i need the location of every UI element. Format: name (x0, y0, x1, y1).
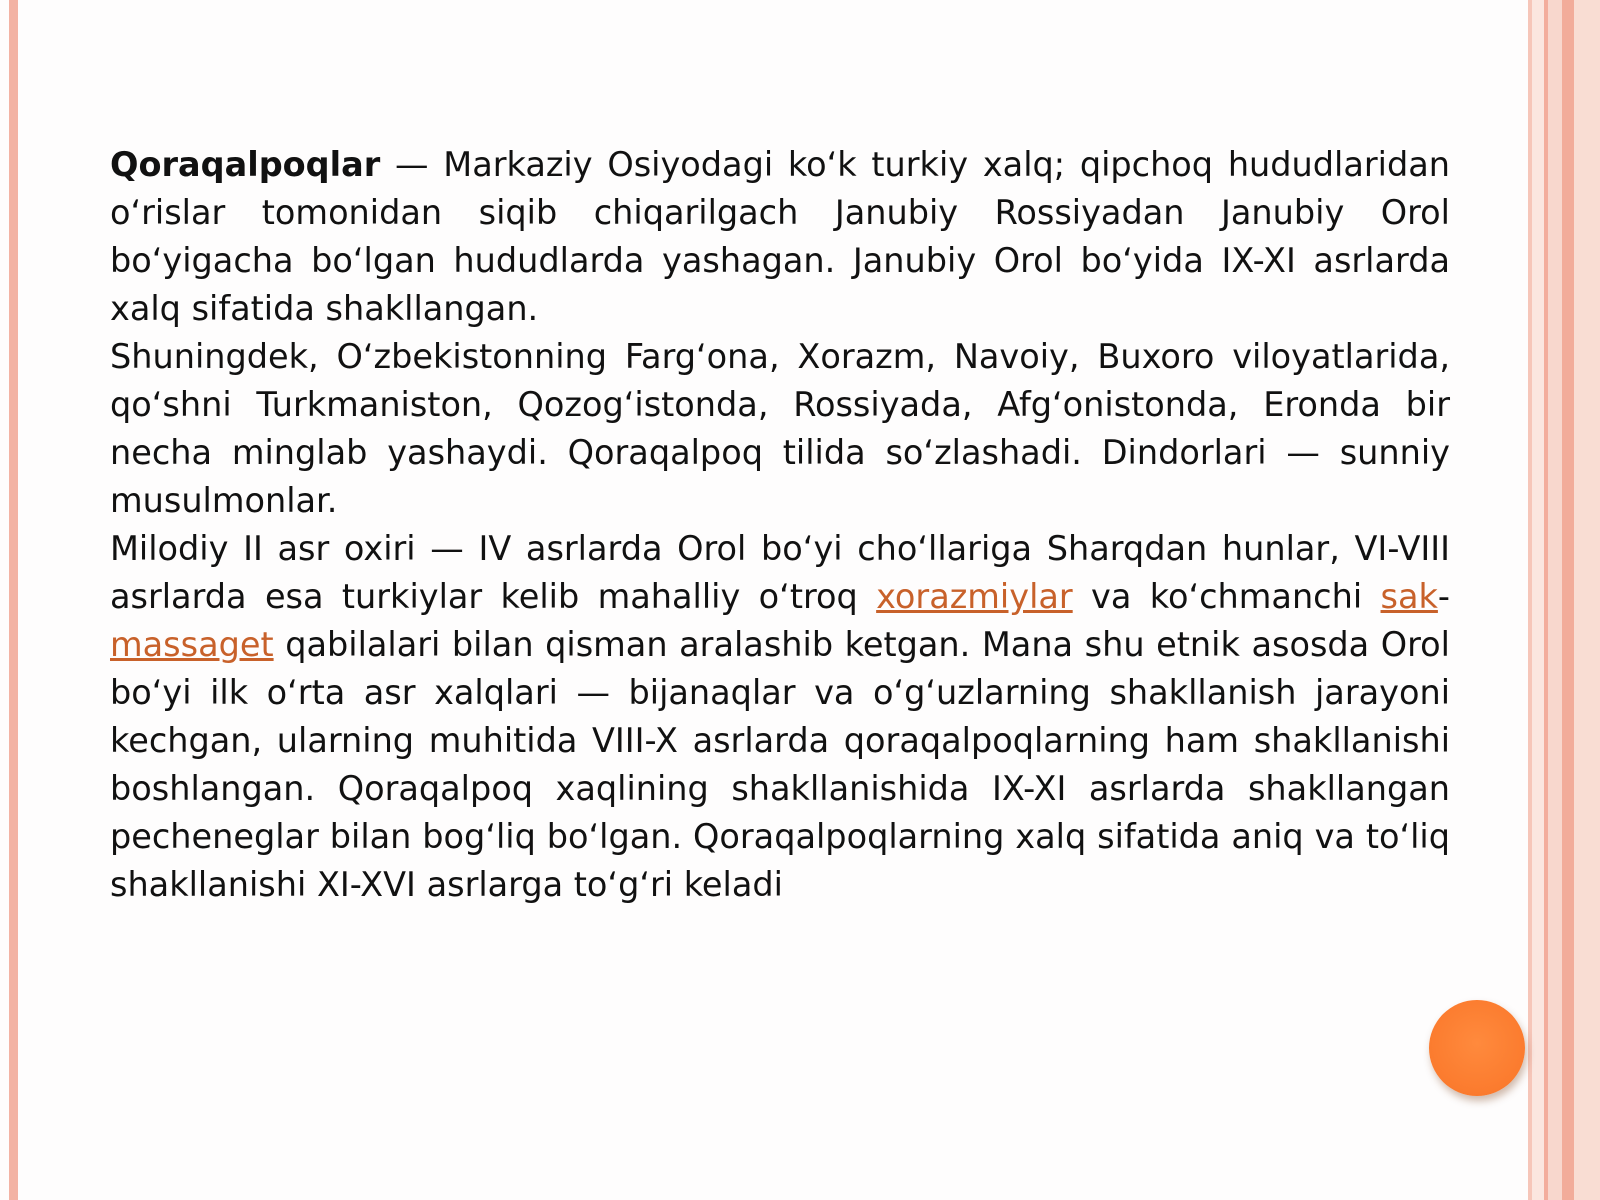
history-text-start: Milodiy II asr oxiri — IV asrlarda Orol bo‘yi cho‘llariga Sharqdan hunlar, VI-VIII asrlarda esa turkiylar kelib mahalliy o‘troq (110, 529, 1450, 616)
right-stripe (1532, 0, 1544, 1200)
decorative-orange-circle (1429, 1000, 1525, 1096)
right-border-stripes (1528, 0, 1600, 1200)
link-sak[interactable]: sak (1380, 577, 1438, 616)
link-massaget[interactable]: massaget (110, 625, 274, 664)
slide-body-text (110, 141, 1450, 909)
right-stripe (1562, 0, 1574, 1200)
term-heading: Qoraqalpoqlar (110, 145, 381, 184)
paragraph-definition (110, 141, 1450, 333)
history-text-end: qabilalari bilan qisman aralashib ketgan. Mana shu etnik asosda Orol bo‘yi ilk o‘rta asr xalqlari — bijanaqlar va o‘g‘uzlarning shakllanish jarayoni kechgan, ularning muhitida VIII-X asrlarda qoraqalpoqlarning ham shakllanishi boshlangan. Qoraqalpoq xaqlining shakllanishida IX-XI asrlarda shakllangan pecheneglar bilan bog‘liq bo‘lgan. Qoraqalpoqlarning xalq sifatida aniq va to‘liq shakllanishi XI-XVI asrlarga to‘g‘ri keladi (110, 625, 1450, 904)
right-stripe (1574, 0, 1600, 1200)
left-border-stripe (9, 0, 18, 1200)
right-stripe (1548, 0, 1562, 1200)
paragraph-history (110, 525, 1450, 909)
history-text-middle: va ko‘chmanchi (1072, 577, 1381, 616)
hyphen: - (1437, 577, 1450, 616)
distribution-text: Shuningdek, O‘zbekistonning Farg‘ona, Xorazm, Navoiy, Buxoro viloyatlarida, qo‘shni Turkmaniston, Qozog‘istonda, Rossiyada, Afg‘onistonda, Eronda bir necha minglab yashaydi. Qoraqalpoq tilida so‘zlashadi. Dindorlari — sunniy musulmonlar. (110, 337, 1450, 520)
paragraph-distribution (110, 333, 1450, 525)
link-xorazmiylar[interactable]: xorazmiylar (876, 577, 1073, 616)
definition-text: — Markaziy Osiyodagi ko‘k turkiy xalq; qipchoq hududlaridan o‘rislar tomonidan siqib chiqarilgach Janubiy Rossiyadan Janubiy Orol bo‘yigacha bo‘lgan hududlarda yashagan. Janubiy Orol bo‘yida IX-XI asrlarda xalq sifatida shakllangan. (110, 145, 1450, 328)
